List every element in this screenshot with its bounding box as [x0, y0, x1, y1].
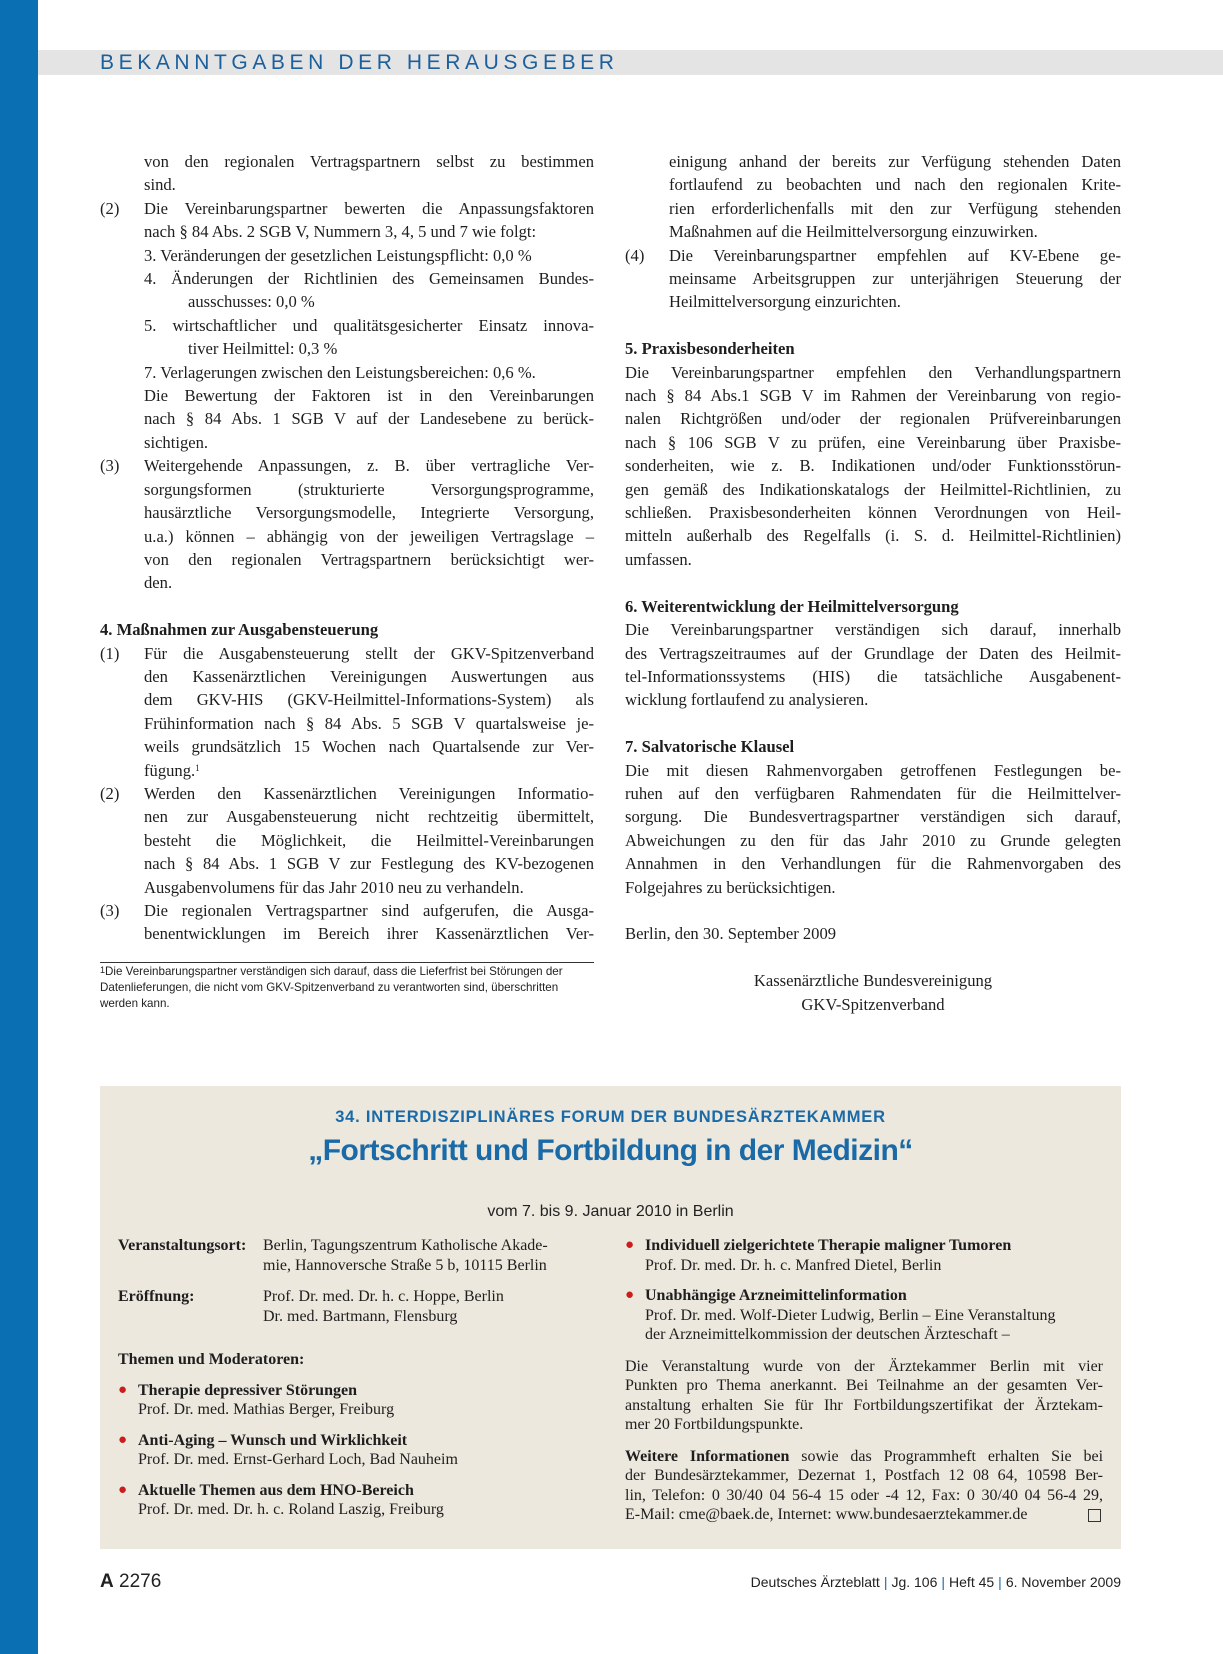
- list-item: (3) Weitergehende Anpassungen, z. B. über vertragliche Ver- sorgungsformen (strukturierte Versorgungsprogramme, hausärztliche Versorgungsmodelle, Integrierte Versorgung, u.a.) können – abhängig von der jeweiligen Vertragslage – von den regionalen Vertragspartnern berücksichtigt wer- den.: [100, 456, 594, 593]
- section-paragraph: Die Vereinbarungspartner empfehlen den Verhandlungspartnern nach § 84 Abs.1 SGB V im Rahmen der Vereinbarung von regio- nalen Richtgrößen und/oder der regionalen Prüfvereinbarungen nach § 106 SGB V zu prüfen, eine Vereinbarung über Praxisbe- sonderheiten, wie z. B. Indikationen und/oder Funktionsstörun- gen gemäß des Indikationskatalogs der Heilmittel-Richtlinien, zu schließen. Praxisbesonderheiten können Verordnungen von Heil- mitteln außerhalb des Regelfalls (i. S. d. Heilmittel-Richtlinien) umfassen.: [625, 362, 1121, 569]
- footnote: $^1$Die Vereinbarungspartner verständigen sich darauf, dass die Lieferfrist bei Störungen der Datenlieferungen, die nicht vom GKV-Spitzenverband zu verantworten sind, überschritten werden kann.: [100, 965, 563, 1010]
- bullet-icon: ●: [118, 1431, 128, 1448]
- list-item: ● Aktuelle Themen aus dem HNO-Bereich Prof. Dr. med. Dr. h. c. Roland Laszig, Freiburg: [118, 1481, 444, 1518]
- bullet-icon: ●: [625, 1237, 635, 1253]
- journal-info: Deutsches Ärzteblatt | Jg. 106 | Heft 45 | 6. November 2009: [750, 1574, 1121, 1590]
- section-heading: 7. Salvatorische Klausel: [625, 737, 795, 757]
- list-item: ● Therapie depressiver Störungen Prof. Dr. med. Mathias Berger, Freiburg: [118, 1381, 395, 1418]
- bullet-icon: ●: [625, 1287, 635, 1303]
- credit-paragraph: Die Veranstaltung wurde von der Ärztekammer Berlin mit vier Punkten pro Thema anerkannt. Bei Teilnahme an der gesamten Ver- anstaltung erhalten Sie für Ihr Fortbildungszertifikat der Ärztekam- mer 20 Fortbildungspunkte.: [625, 1357, 1103, 1433]
- left-column: [100, 150, 594, 946]
- announcement-left: [118, 1236, 586, 1520]
- list-item: (3) Die regionalen Vertragspartner sind aufgerufen, die Ausga- benentwicklungen im Bereich ihrer Kassenärztlichen Ver-: [100, 900, 594, 944]
- end-mark-icon: [1088, 1509, 1101, 1522]
- signatory: Kassenärztliche Bundesvereinigung: [753, 971, 993, 991]
- announcement-box: [100, 1086, 1121, 1549]
- announcement-title: „Fortschritt und Fortbildung in der Medizin“: [308, 1134, 913, 1167]
- section-paragraph: Die mit diesen Rahmenvorgaben getroffenen Festlegungen be- ruhen auf den verfügbaren Rahmendaten für die Heilmittelver- sorgung. Die Bundesvertragspartner verständigen sich darauf, Abweichungen zu den für das Jahr 2010 zu Grunde gelegten Annahmen in den Verhandlungen für die Rahmenvorgaben des Folgejahres zu berücksichtigen.: [625, 760, 1121, 897]
- list-item: (2) Die Vereinbarungspartner bewerten die Anpassungsfaktoren nach § 84 Abs. 2 SGB V, Nummern 3, 4, 5 und 7 wie folgt: 3. Veränderungen der gesetzlichen Leistungspflicht: 0,0 % 4. Änderungen der Richtlinien des Gemeinsamen Bundes- ausschusses: 0,0 % 5. wirtschaftlicher und qualitätsgesicherter Einsatz innova- tiver Heilmittel: 0,3 % 7. Verlagerungen zwischen den Leistungsbereichen: 0,6 %. Die Bewertung der Faktoren ist in den Vereinbarungen nach § 84 Abs. 1 SGB V auf der Landesebene zu berück- sichtigen.: [100, 198, 594, 452]
- signatory: GKV-Spitzenverband: [801, 994, 945, 1014]
- list-item: ● Unabhängige Arzneimittelinformation Prof. Dr. med. Wolf-Dieter Ludwig, Berlin – Eine Veranstaltung der Arzneimittelkommission der deutschen Ärzteschaft –: [625, 1287, 1056, 1343]
- right-column: [625, 150, 1121, 1016]
- list-item: ● Anti-Aging – Wunsch und Wirklichkeit Prof. Dr. med. Ernst-Gerhard Loch, Bad Nauheim: [118, 1431, 458, 1468]
- section-title: BEKANNTGABEN DER HERAUSGEBER: [100, 51, 619, 74]
- place-date: Berlin, den 30. September 2009: [625, 924, 837, 944]
- page-number: A 2276: [100, 1571, 162, 1592]
- list-item: (1) Für die Ausgabensteuerung stellt der GKV-Spitzenverband den Kassenärztlichen Vereinigungen Auswertungen aus dem GKV-HIS (GKV-Heilmittel-Informations-System) als Frühinformation nach § 84 Abs. 5 SGB V quartalsweise je- weils grundsätzlich 15 Wochen nach Quartalsende zur Ver- fügung.$^1$: [100, 643, 594, 780]
- section-heading: 6. Weiterentwicklung der Heilmittelversorgung: [625, 596, 959, 616]
- section-heading: 4. Maßnahmen zur Ausgabensteuerung: [100, 620, 379, 640]
- section-paragraph: Die Vereinbarungspartner verständigen sich darauf, innerhalb des Vertragszeitraumes auf der Grundlage der Daten des Heilmit- tel-Informationssystems (HIS) die tatsächliche Ausgabenent- wicklung fortlaufend zu analysieren.: [625, 620, 1121, 710]
- footnote-rule: [100, 962, 594, 963]
- footnote-marker: 1: [100, 965, 106, 975]
- announcement-dates: vom 7. bis 9. Januar 2010 in Berlin: [487, 1203, 734, 1220]
- continued-paragraph: einigung anhand der bereits zur Verfügung stehenden Daten fortlaufend zu beobachten und nach den regionalen Krite- rien erforderlichenfalls mit den zur Verfügung stehenden Maßnahmen auf die Heilmittelversorgung einzuwirken.: [669, 152, 1121, 242]
- topics-heading: Themen und Moderatoren:: [118, 1351, 305, 1368]
- announcement-right: [625, 1236, 1103, 1525]
- footnote-ref: 1: [195, 762, 200, 773]
- opening-row: Eröffnung: Prof. Dr. med. Dr. h. c. Hoppe, Berlin Dr. med. Bartmann, Flensburg: [118, 1288, 504, 1325]
- info-paragraph: Weitere Informationen sowie das Programmheft erhalten Sie bei der Bundesärztekammer, Dezernat 1, Postfach 12 08 64, 10598 Ber- lin, Telefon: 0 30/40 04 56-4 15 oder -4 12, Fax: 0 30/40 04 56-4 29, E-Mail: cme@baek.de, Internet: www.bundesaerztekammer.de: [625, 1447, 1104, 1523]
- section-heading: 5. Praxisbesonderheiten: [625, 339, 795, 359]
- venue-row: Veranstaltungsort: Berlin, Tagungszentrum Katholische Akade- mie, Hannoversche Straße 5 b, 10115 Berlin: [118, 1237, 548, 1274]
- announcement-kicker: 34. INTERDISZIPLINÄRES FORUM DER BUNDESÄRZTEKAMMER: [335, 1108, 886, 1126]
- left-color-bar: [0, 0, 38, 1654]
- bullet-icon: ●: [118, 1381, 128, 1398]
- bullet-icon: ●: [118, 1481, 128, 1498]
- list-item: (2) Werden den Kassenärztlichen Vereinigungen Informatio- nen zur Ausgabensteuerung nicht rechtzeitig übermittelt, besteht die Möglichkeit, die Heilmittel-Vereinbarungen nach § 84 Abs. 1 SGB V zur Festlegung des KV-bezogenen Ausgabenvolumens für das Jahr 2010 neu zu verhandeln.: [100, 783, 594, 897]
- list-item: ● Individuell zielgerichtete Therapie maligner Tumoren Prof. Dr. med. Dr. h. c. Manfred Dietel, Berlin: [625, 1237, 1012, 1274]
- continued-paragraph: von den regionalen Vertragspartnern selbst zu bestimmen sind.: [144, 152, 594, 195]
- list-item: (4) Die Vereinbarungspartner empfehlen auf KV-Ebene ge- meinsame Arbeitsgruppen zur unterjährigen Steuerung der Heilmittelversorgung einzurichten.: [625, 245, 1121, 312]
